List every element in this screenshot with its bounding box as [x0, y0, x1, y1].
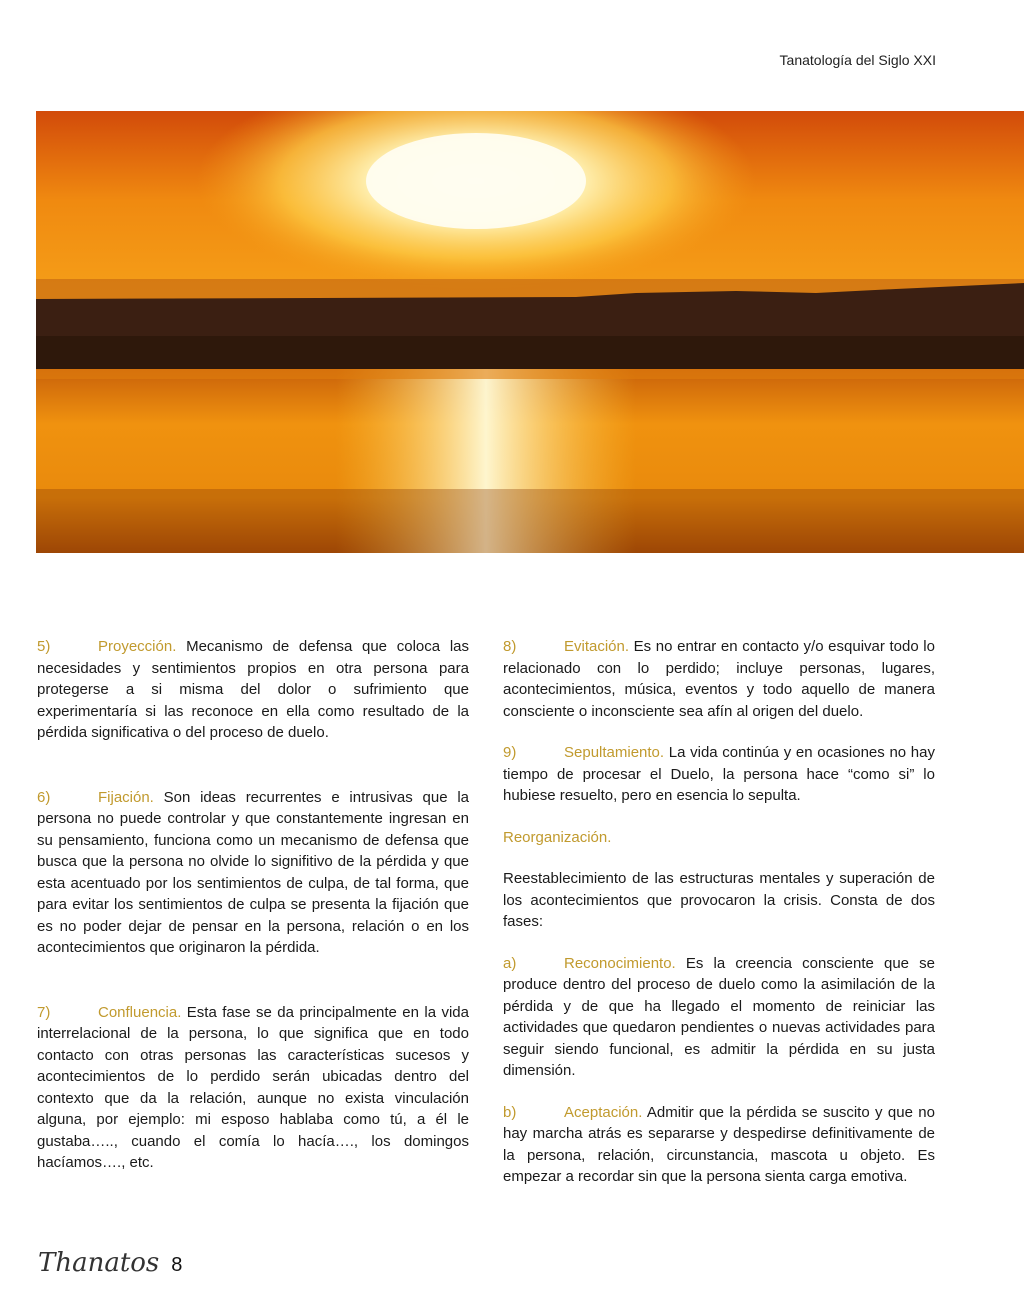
list-item-sepultamiento	[503, 742, 935, 807]
item-number: 9)	[503, 744, 517, 761]
item-term: Sepultamiento.	[564, 744, 665, 761]
list-item-reconocimiento	[503, 953, 935, 1082]
item-number: 7)	[37, 1003, 51, 1021]
left-column	[37, 636, 469, 1174]
list-item-confluencia	[37, 1002, 469, 1174]
list-item-fijacion	[37, 787, 469, 959]
item-text: Esta fase se da principalmente en la vida interrelacional de la persona, lo que significa que en todo contacto con otras personas las características sucesos y acontecimientos de lo perdido serán ubicadas dentro del contexto que da la relación, aunque no exista vinculación alguna, por ejemplo: mi esposo hablaba como tú, a él le gustaba….., cuando el comía lo hacía…., los domingos hacíamos…., etc.	[37, 1003, 469, 1171]
running-title: Tanatología del Siglo XXI	[779, 52, 936, 68]
item-text: Mecanismo de defensa que coloca las necesidades y sentimientos propios en otra persona para protegerse a si misma del dolor o sufrimiento que experimentaría si las reconoce en ella como resultado de la pérdida significativa o del proceso de duelo.	[37, 638, 469, 741]
page-number: 8	[171, 1254, 183, 1276]
item-text: Son ideas recurrentes e intrusivas que la persona no puede controlar y que constantemente ingresan en su pensamiento, funciona como un mecanismo de defensa que busca que la persona no olvide lo signifitivo de la pérdida y que esta acentuado por los sentimientos de culpa, de tal forma, que para evitar los sentimientos de culpa se presenta la fijación que es no poder dejar de pensar en la persona, relación o en los acontecimientos que originaron la pérdida.	[37, 788, 469, 956]
section-heading: Reorganización.	[503, 828, 612, 846]
list-item-evitacion	[503, 636, 935, 722]
item-number: 8)	[503, 638, 517, 655]
item-text: Es la creencia consciente que se produce dentro del proceso de duelo como la asimilación de la pérdida y de que ha llegado el momento de reiniciar las actividades que quedaron pendientes o nuevas actividades para seguir siendo funcional, es admitir la pérdida en su justa dimensión.	[503, 954, 935, 1079]
item-number: 5)	[37, 638, 51, 655]
item-text: La vida continúa y en ocasiones no hay tiempo de procesar el Duelo, la persona hace “como si” lo hubiese resuelto, pero en esencia lo sepulta.	[503, 744, 935, 804]
item-text: Es no entrar en contacto y/o esquivar todo lo relacionado con lo perdido; incluye personas, lugares, acontecimientos, música, eventos y todo aquello de manera consciente o inconsciente sea afín al origen del duelo.	[503, 638, 935, 720]
list-item-aceptacion	[503, 1102, 935, 1188]
right-column	[503, 636, 935, 1188]
item-number: b)	[503, 1103, 517, 1121]
item-term: Proyección.	[98, 638, 177, 655]
sunset-photo-icon	[36, 111, 1024, 553]
item-text: Admitir que la pérdida se suscito y que no hay marcha atrás es separarse y despedirse definitivamente de la persona, relación, circunstancia, mascota u objeto. Es empezar a recordar sin que la persona sienta carga emotiva.	[503, 1103, 935, 1185]
item-term: Evitación.	[564, 638, 630, 655]
item-number: a)	[503, 954, 517, 972]
section-intro: Reestablecimiento de las estructuras mentales y superación de los acontecimientos que provocaron la crisis. Consta de dos fases:	[503, 870, 935, 930]
item-term: Confluencia.	[98, 1003, 182, 1021]
item-term: Fijación.	[98, 788, 154, 806]
thanatos-logo: Thanatos	[38, 1248, 160, 1278]
sunset-photo	[36, 111, 1024, 553]
item-term: Aceptación.	[564, 1103, 643, 1121]
item-term: Reconocimiento.	[564, 954, 676, 972]
item-number: 6)	[37, 788, 51, 806]
list-item-proyeccion	[37, 636, 469, 744]
page-footer	[38, 1248, 182, 1278]
